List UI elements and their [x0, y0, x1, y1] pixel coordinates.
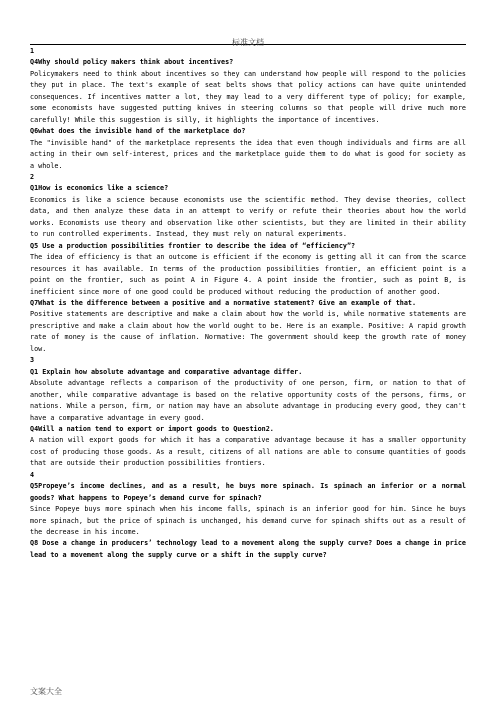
question-heading: Q8 Dose a change in producers’ technology lead to a movement along the supply curve? Does a change in price lead to a movement along the supply curve or a shift in the supply curve? [30, 539, 466, 559]
question-heading: Q4Will a nation tend to export or import goods to Question2. [30, 424, 274, 433]
section-number: 2 [30, 172, 35, 181]
answer-paragraph: Policymakers need to think about incentives so they can understand how people will respond to the policies they put in place. The text's example of seat belts shows that policy actions can have quite unintended consequences. If incentives matter a lot, they may lead to a very different type of policy; for example, some economists have suggested putting knives in steering columns so that people will drive much more carefully! While this suggestion is silly, it highlights the importance of incentives. [30, 69, 466, 124]
answer-paragraph: The "invisible hand" of the marketplace represents the idea that even though individuals and firms are all acting in their own self-interest, prices and the marketplace guide them to do what is good for society as a whole. [30, 138, 466, 170]
answer-paragraph: Positive statements are descriptive and make a claim about how the world is, while normative statements are prescriptive and make a claim about how the world ought to be. Here is an example. Positive: A rapid growth rate of money is the cause of inflation. Normative: The government should keep the growth rate of money low. [30, 310, 466, 353]
header-title: 标准文档 [232, 38, 264, 47]
section-number: 4 [30, 470, 35, 479]
answer-paragraph: Economics is like a science because economists use the scientific method. They devise theories, collect data, and then analyze these data in an attempt to verify or refute their theories about how the world works. Economists use theory and observation like other scientists, but they are limited in their ability to run controlled experiments. Instead, they must rely on natural experiments. [30, 195, 466, 239]
answer-paragraph: The idea of efficiency is that an outcome is efficient if the economy is getting all it can from the scarce resources it has available. In terms of the production possibilities frontier, an efficient point is a point on the frontier, such as point A in Figure 4. A point inside the frontier, such as point B, is inefficient since more of one good could be produced without reducing the production of another good. [30, 253, 466, 296]
answer-paragraph: Since Popeye buys more spinach when his income falls, spinach is an inferior good for him. Since he buys more spinach, but the price of spinach is unchanged, his demand curve for spinach shifts out as a result of the decrease in his income. [30, 505, 466, 537]
question-heading: Q6what does the invisible hand of the marketplace do? [30, 127, 246, 136]
page-header [30, 0, 466, 45]
answer-paragraph: A nation will export goods for which it has a comparative advantage because it has a smaller opportunity cost of producing those goods. As a result, citizens of all nations are able to consume quantities of goods that are outside their production possibilities frontiers. [30, 436, 466, 468]
page-footer: 文案大全 [30, 687, 62, 696]
question-heading: Q5 Use a production possibilities frontier to describe the idea of “efficiency”? [30, 241, 356, 250]
question-heading: Q1How is economics like a science? [30, 184, 169, 193]
document-body [30, 46, 466, 561]
question-heading: Q4Why should policy makers think about incentives? [30, 58, 234, 67]
answer-paragraph: Absolute advantage reflects a comparison of the productivity of one person, firm, or nation to that of another, while comparative advantage is based on the relative opportunity costs of the persons, firms, or nations. While a person, firm, or nation may have an absolute advantage in producing every good, they can't have a comparative advantage in every good. [30, 379, 466, 422]
question-heading: Q5Propeye’s income declines, and as a result, he buys more spinach. Is spinach an inferior or a normal goods? What happens to Popeye’s demand curve for spinach? [30, 482, 466, 502]
question-heading: Q1 Explain how absolute advantage and comparative advantage differ. [30, 367, 303, 376]
section-number: 3 [30, 356, 35, 365]
section-number: 1 [30, 47, 35, 55]
question-heading: Q7What is the difference between a positive and a normative statement? Give an example of that. [30, 298, 417, 307]
